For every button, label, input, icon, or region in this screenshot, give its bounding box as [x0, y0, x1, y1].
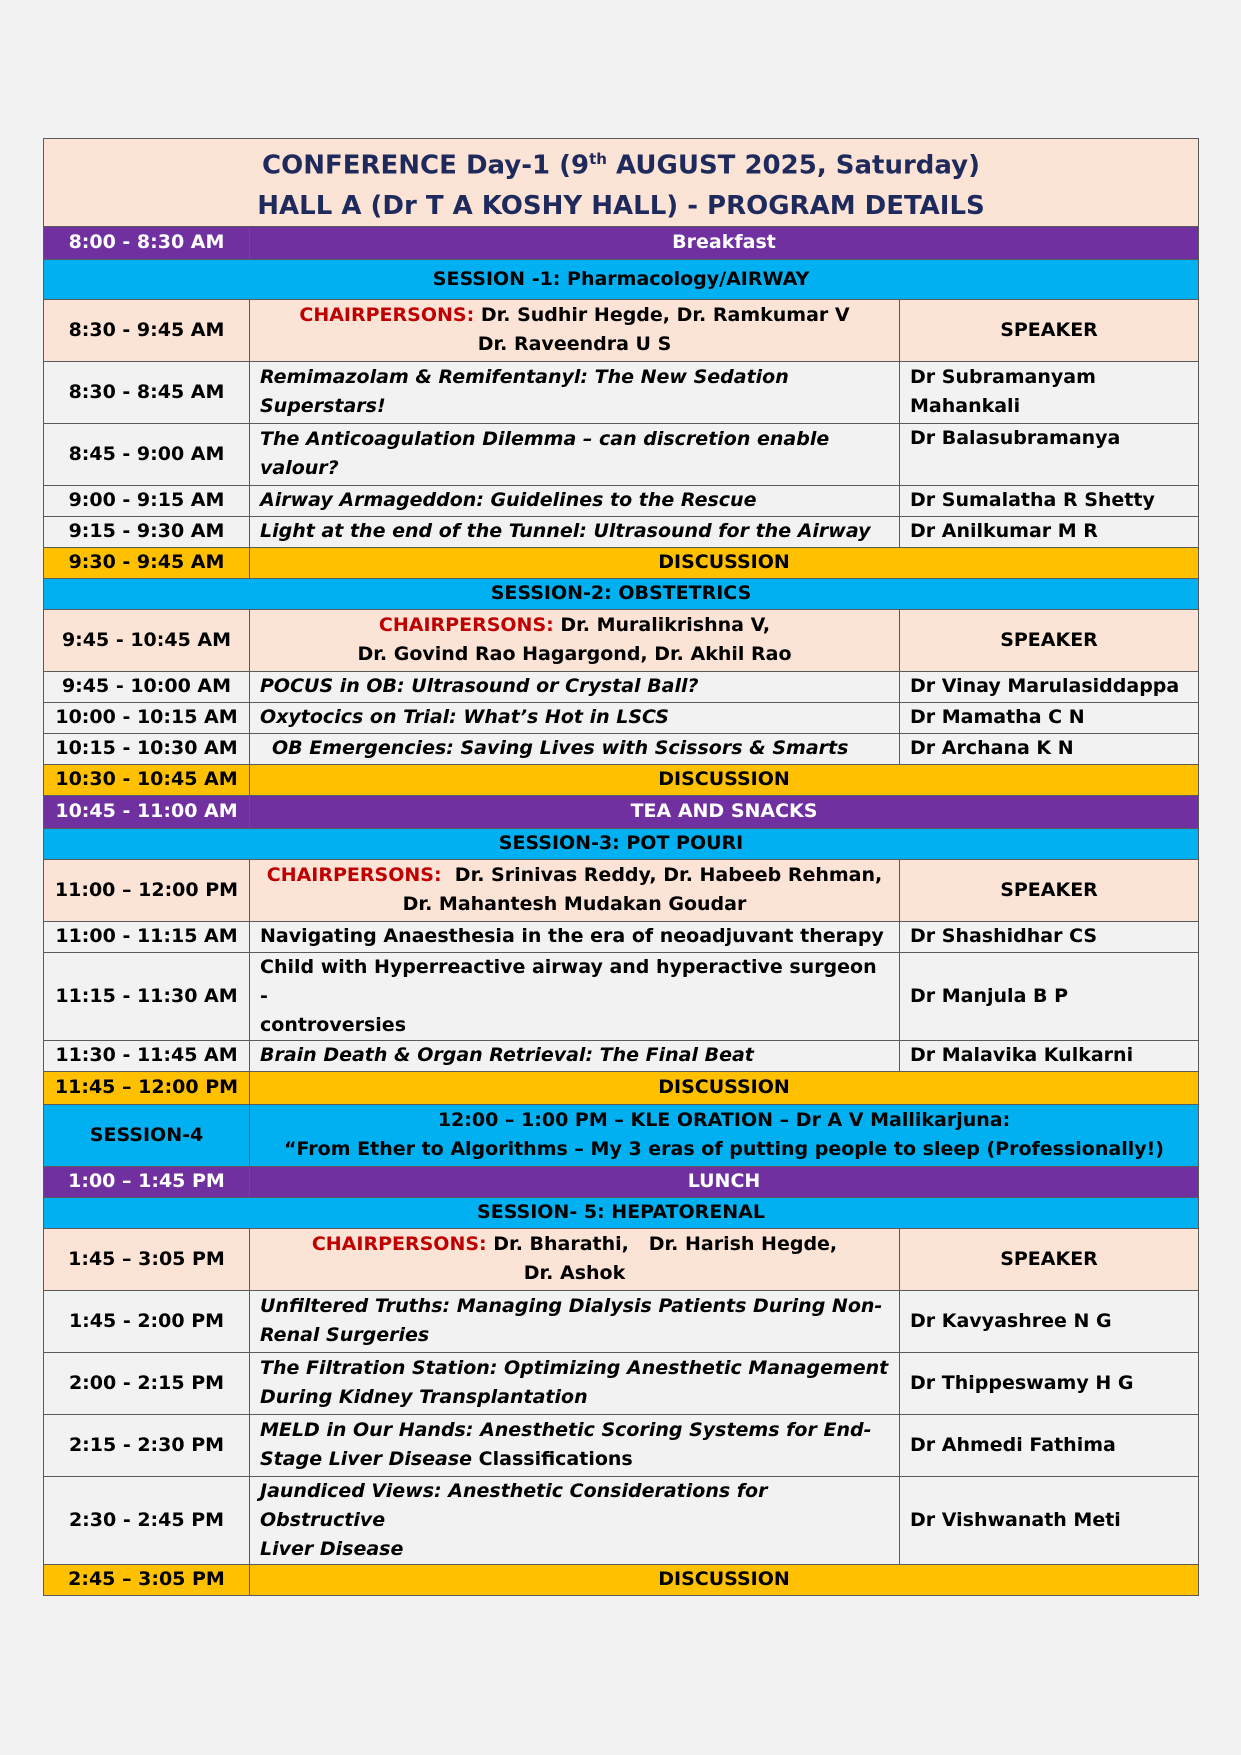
table-row: 9:45 - 10:00 AM POCUS in OB: Ultrasound or Crystal Ball? Dr Vinay Marulasiddappa — [44, 671, 1199, 702]
table-row: 10:00 - 10:15 AM Oxytocics on Trial: What’s Hot in LSCS Dr Mamatha C N — [44, 702, 1199, 733]
table-row: 11:30 - 11:45 AM Brain Death & Organ Retrieval: The Final Beat Dr Malavika Kulkarni — [44, 1040, 1199, 1071]
table-row: 11:15 - 11:30 AM Child with Hyperreactive airway and hyperactive surgeon - controversies Dr Manjula B P — [44, 952, 1199, 1040]
table-row: 9:15 - 9:30 AM Light at the end of the Tunnel: Ultrasound for the Airway Dr Anilkumar M R — [44, 516, 1199, 547]
discussion-row: 9:30 - 9:45 AM DISCUSSION — [44, 547, 1199, 578]
session-1-chair-row: 8:30 - 9:45 AM CHAIRPERSONS: Dr. Sudhir Hegde, Dr. Ramkumar V Dr. Raveendra U S SPEAKER — [44, 299, 1199, 361]
program-table — [43, 138, 1199, 1596]
chairpersons: CHAIRPERSONS: Dr. Srinivas Reddy, Dr. Habeeb Rehman, Dr. Mahantesh Mudakan Goudar — [250, 859, 900, 921]
table-row: 11:00 - 11:15 AM Navigating Anaesthesia in the era of neoadjuvant therapy Dr Shashidhar CS — [44, 921, 1199, 952]
discussion-row: 2:45 – 3:05 PM DISCUSSION — [44, 1564, 1199, 1595]
chairpersons: CHAIRPERSONS: Dr. Muralikrishna V, Dr. Govind Rao Hagargond, Dr. Akhil Rao — [250, 609, 900, 671]
session-5-heading: SESSION- 5: HEPATORENAL — [44, 1197, 1199, 1228]
page-title: CONFERENCE Day-1 (9th AUGUST 2025, Saturday) HALL A (Dr T A KOSHY HALL) - PROGRAM DETAILS — [44, 139, 1199, 227]
session-2-heading: SESSION-2: OBSTETRICS — [44, 578, 1199, 609]
session-3-chair-row: 11:00 – 12:00 PM CHAIRPERSONS: Dr. Srinivas Reddy, Dr. Habeeb Rehman, Dr. Mahantesh Mudakan Goudar SPEAKER — [44, 859, 1199, 921]
lunch-row: 1:00 – 1:45 PM LUNCH — [44, 1166, 1199, 1197]
table-row: 2:30 - 2:45 PM Jaundiced Views: Anesthetic Considerations for Obstructive Liver Disease Dr Vishwanath Meti — [44, 1476, 1199, 1564]
breakfast-row: 8:00 - 8:30 AM Breakfast — [44, 226, 1199, 259]
table-row: 10:15 - 10:30 AM OB Emergencies: Saving Lives with Scissors & Smarts Dr Archana K N — [44, 733, 1199, 764]
table-row: 1:45 - 2:00 PM Unfiltered Truths: Managing Dialysis Patients During Non- Renal Surgeries Dr Kavyashree N G — [44, 1290, 1199, 1352]
session-2-chair-row: 9:45 - 10:45 AM CHAIRPERSONS: Dr. Muralikrishna V, Dr. Govind Rao Hagargond, Dr. Akhil Rao SPEAKER — [44, 609, 1199, 671]
table-row: 2:00 - 2:15 PM The Filtration Station: Optimizing Anesthetic Management During Kidney Transplantation Dr Thippeswamy H G — [44, 1352, 1199, 1414]
session-1-heading: SESSION -1: Pharmacology/AIRWAY — [44, 259, 1199, 299]
title-row — [44, 139, 1199, 227]
chairpersons: CHAIRPERSONS: Dr. Bharathi, Dr. Harish Hegde, Dr. Ashok — [250, 1228, 900, 1290]
page-subtitle: HALL A (Dr T A KOSHY HALL) - PROGRAM DETAILS — [257, 190, 985, 221]
table-row: 9:00 - 9:15 AM Airway Armageddon: Guidelines to the Rescue Dr Sumalatha R Shetty — [44, 485, 1199, 516]
session-4-row: SESSION-4 12:00 – 1:00 PM – KLE ORATION – Dr A V Mallikarjuna: “From Ether to Algorithms – My 3 eras of putting people to sleep (Professionally!) — [44, 1104, 1199, 1166]
discussion-row: 10:30 - 10:45 AM DISCUSSION — [44, 764, 1199, 795]
session-5-chair-row: 1:45 – 3:05 PM CHAIRPERSONS: Dr. Bharathi, Dr. Harish Hegde, Dr. Ashok SPEAKER — [44, 1228, 1199, 1290]
tea-row: 10:45 - 11:00 AM TEA AND SNACKS — [44, 795, 1199, 828]
table-row: 8:45 - 9:00 AM The Anticoagulation Dilemma – can discretion enable valour? Dr Balasubramanya — [44, 423, 1199, 485]
discussion-row: 11:45 – 12:00 PM DISCUSSION — [44, 1071, 1199, 1104]
session-3-heading: SESSION-3: POT POURI — [44, 828, 1199, 859]
table-row: 2:15 - 2:30 PM MELD in Our Hands: Anesthetic Scoring Systems for End- Stage Liver Disease Classifications Dr Ahmedi Fathima — [44, 1414, 1199, 1476]
chairpersons: CHAIRPERSONS: Dr. Sudhir Hegde, Dr. Ramkumar V Dr. Raveendra U S — [250, 299, 900, 361]
table-row: 8:30 - 8:45 AM Remimazolam & Remifentanyl: The New Sedation Superstars! Dr Subramanyam Mahankali — [44, 361, 1199, 423]
